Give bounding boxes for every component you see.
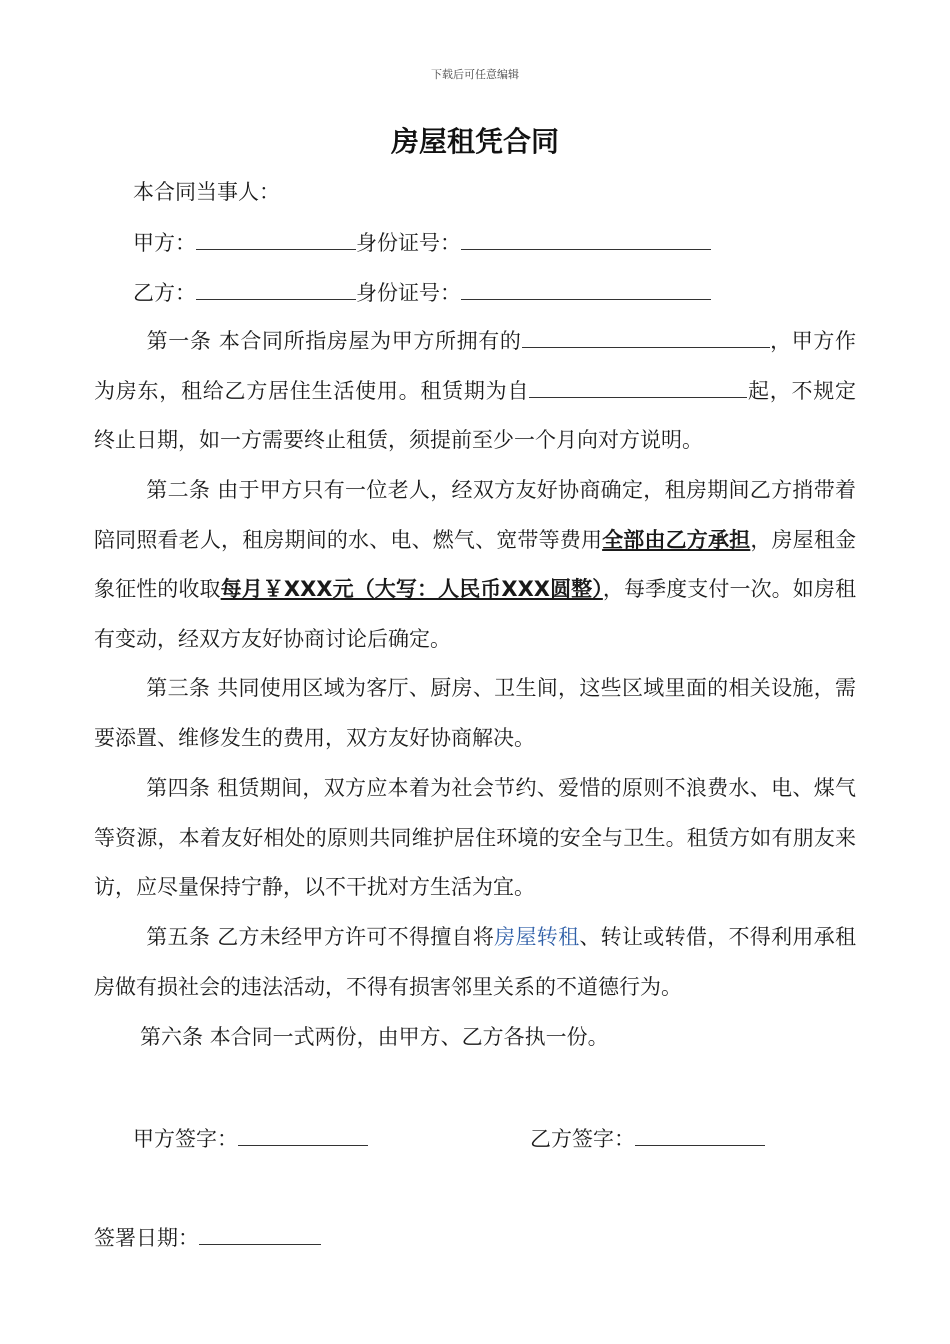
clause-5-text-b: 、转让或转借，不得利用承租房做有损社会的违法活动，不得有损害邻里关系的不道德行为。 xyxy=(94,925,857,999)
party-a-name-blank[interactable] xyxy=(196,227,356,250)
clause-2-text-c: ，每季度支付一次。如房租有变动，经双方友好协商讨论后确定。 xyxy=(94,577,856,651)
clause-3-text: 共同使用区域为客厅、厨房、卫生间，这些区域里面的相关设施，需要添置、维修发生的费用，双方友好协商解决。 xyxy=(94,676,856,750)
party-a-line xyxy=(133,227,711,258)
clause-5 xyxy=(94,913,856,1012)
clause-1-text-b: ，甲方作为房东，租给乙方居住生活使用。租赁期为自 xyxy=(94,329,857,403)
clause-2-head: 第二条 xyxy=(146,478,211,502)
document-title: 房屋租凭合同 xyxy=(390,125,559,158)
sign-date-label: 签署日期： xyxy=(94,1226,199,1250)
clause-4-head: 第四条 xyxy=(146,776,211,800)
header-note: 下载后可任意编辑 xyxy=(431,68,519,81)
clause-6-text: 本合同一式两份，由甲方、乙方各执一份。 xyxy=(209,1025,609,1049)
party-b-label: 乙方： xyxy=(133,281,196,305)
clause-6-head: 第六条 xyxy=(140,1025,203,1049)
property-address-blank[interactable] xyxy=(522,325,770,348)
clause-1-text-a: 本合同所指房屋为甲方所拥有的 xyxy=(218,329,522,353)
party-a-signature-blank[interactable] xyxy=(238,1123,368,1146)
clause-5-text-a: 乙方未经甲方许可不得擅自将 xyxy=(217,925,495,949)
party-b-line xyxy=(133,277,711,308)
party-a-id-label: 身份证号： xyxy=(356,231,461,255)
clause-5-head: 第五条 xyxy=(146,925,211,949)
sign-date-line xyxy=(94,1222,321,1253)
party-a-id-blank[interactable] xyxy=(461,227,711,250)
clause-2-emph-a: 全部由乙方承担 xyxy=(602,527,751,552)
clause-2-emph-b: 每月￥XXX元（大写：人民币XXX圆整） xyxy=(220,577,603,601)
sublet-link[interactable]: 房屋转租 xyxy=(494,925,580,949)
clause-4-text: 租赁期间，双方应本着为社会节约、爱惜的原则不浪费水、电、煤气等资源，本着友好相处的原则共同维护居住环境的安全与卫生。租赁方如有朋友来访，应尽量保持宁静，以不干扰对方生活为宜。 xyxy=(94,776,856,899)
party-a-signature-line xyxy=(133,1123,368,1154)
clause-2-text-a: 由于甲方只有一位老人，经双方友好协商确定，租房期间乙方捎带着陪同照看老人，租房期间的水、电、燃气、宽带等费用 xyxy=(94,478,856,552)
parties-intro: 本合同当事人： xyxy=(133,180,280,204)
party-b-id-label: 身份证号： xyxy=(356,281,461,305)
clause-4 xyxy=(94,764,856,913)
party-b-signature-blank[interactable] xyxy=(635,1123,765,1146)
clause-2-text-b: ，房屋租金象征性的收取 xyxy=(94,527,857,601)
party-b-name-blank[interactable] xyxy=(196,277,356,300)
clause-1-text-c: 起，不规定终止日期，如一方需要终止租赁，须提前至少一个月向对方说明。 xyxy=(94,378,857,452)
clause-1 xyxy=(94,317,856,466)
lease-start-blank[interactable] xyxy=(529,375,747,398)
party-b-id-blank[interactable] xyxy=(461,277,711,300)
clause-3 xyxy=(94,664,856,763)
sign-date-blank[interactable] xyxy=(199,1222,321,1245)
clause-3-head: 第三条 xyxy=(146,676,211,700)
clause-6 xyxy=(94,1013,856,1063)
clause-2 xyxy=(94,466,856,664)
party-a-sign-label: 甲方签字： xyxy=(133,1127,238,1151)
party-b-signature-line xyxy=(530,1123,765,1154)
clause-1-head: 第一条 xyxy=(146,329,212,353)
party-a-label: 甲方： xyxy=(133,231,196,255)
party-b-sign-label: 乙方签字： xyxy=(530,1127,635,1151)
